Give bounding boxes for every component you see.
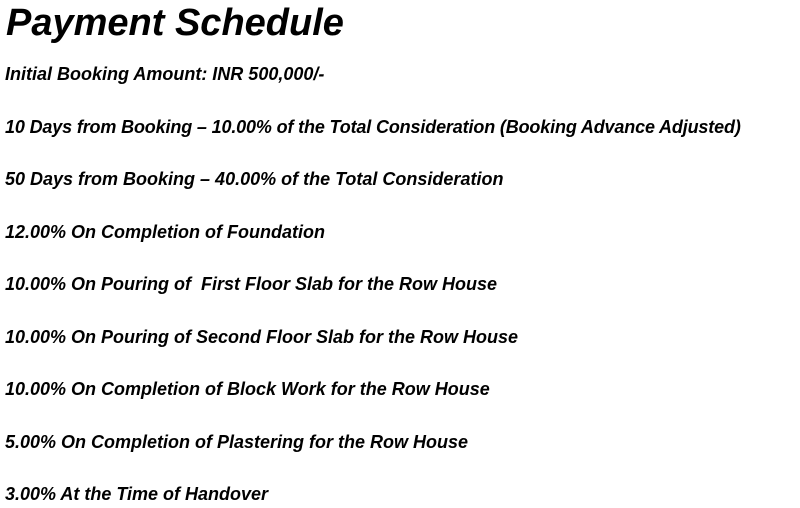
schedule-item-first-floor-slab: 10.00% On Pouring of First Floor Slab for the Row House [5,274,498,294]
schedule-item-10-days: 10 Days from Booking – 10.00% of the Total Consideration (Booking Advance Adjusted) [5,117,741,137]
schedule-item-plastering: 5.00% On Completion of Plastering for the Row House [5,432,469,452]
schedule-item-foundation: 12.00% On Completion of Foundation [5,222,326,242]
page-title: Payment Schedule [6,2,344,44]
schedule-item-second-floor-slab: 10.00% On Pouring of Second Floor Slab for the Row House [5,327,519,347]
schedule-item-handover: 3.00% At the Time of Handover [5,484,269,504]
schedule-item-block-work: 10.00% On Completion of Block Work for the Row House [5,379,490,399]
schedule-item-50-days: 50 Days from Booking – 40.00% of the Total Consideration [5,169,504,189]
booking-amount-line: Initial Booking Amount: INR 500,000/- [5,64,325,84]
